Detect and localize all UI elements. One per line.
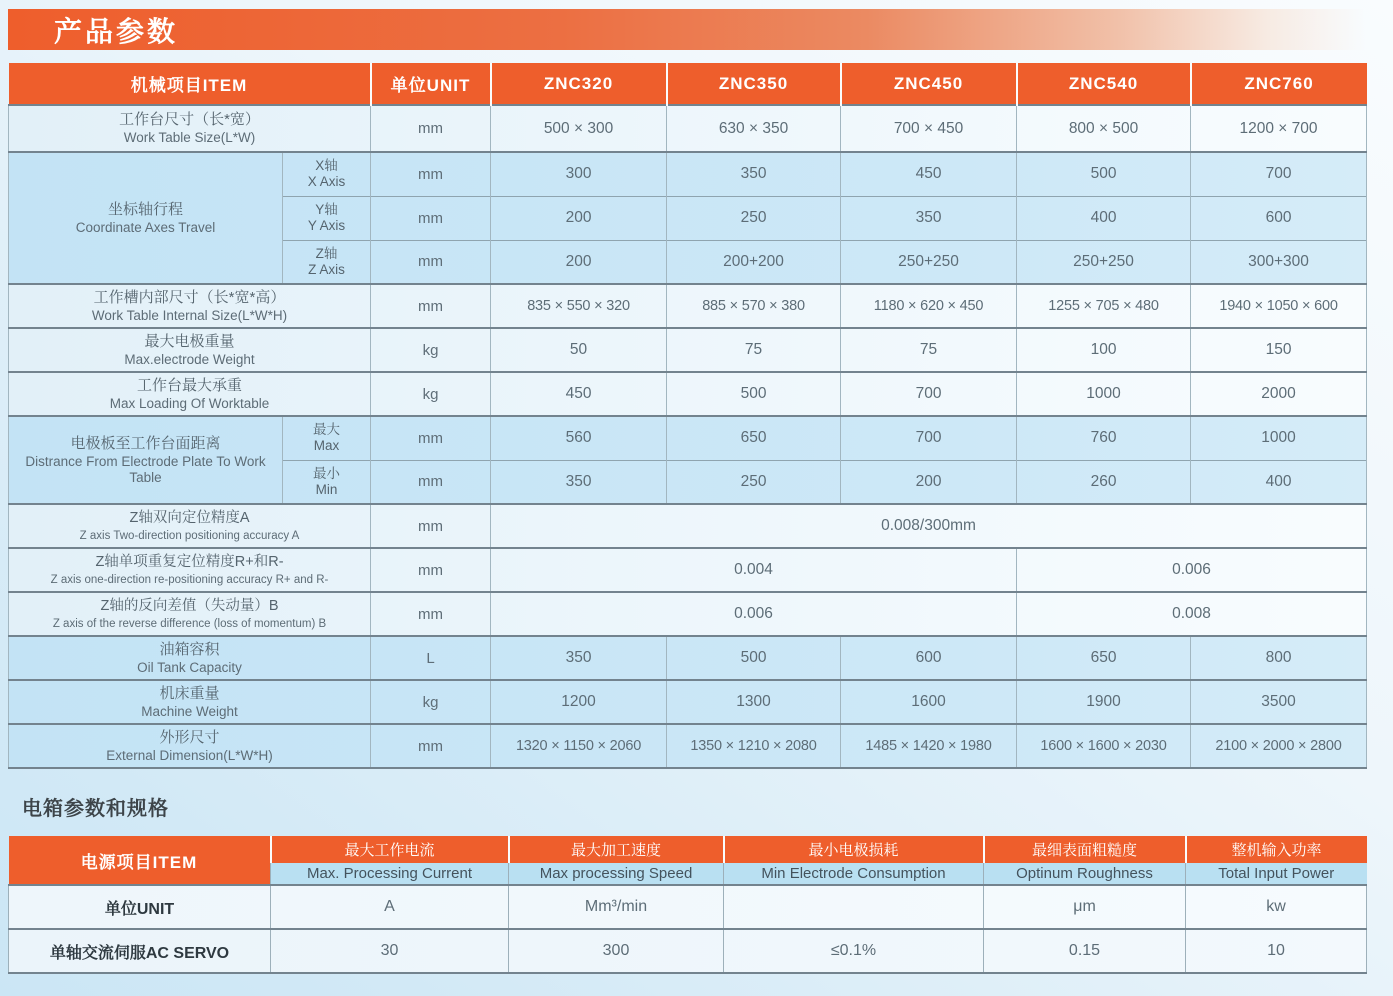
value-cell: 200 <box>491 196 667 240</box>
row-label: 单位UNIT <box>9 885 271 929</box>
value-cell: 1000 <box>1191 416 1367 460</box>
value-cell: 835 × 550 × 320 <box>491 284 667 328</box>
sub-row-label: 最小 Min <box>283 460 371 504</box>
value-cell: 2000 <box>1191 372 1367 416</box>
row-label: 机床重量 Machine Weight <box>9 680 371 724</box>
value-cell: 500 <box>667 636 841 680</box>
unit-cell: mm <box>371 504 491 548</box>
value-cell: 1000 <box>1017 372 1191 416</box>
value-cell: 760 <box>1017 416 1191 460</box>
merged-value-cell: 0.004 <box>491 548 1017 592</box>
row-label: 工作槽内部尺寸（长*宽*高） Work Table Internal Size(L*W*H) <box>9 284 371 328</box>
value-cell: 1600 <box>841 680 1017 724</box>
power-header-cn: 最细表面粗糙度 <box>984 836 1186 863</box>
value-cell: 75 <box>841 328 1017 372</box>
power-header-item: 电源项目ITEM <box>9 836 271 885</box>
value-cell: 1485 × 1420 × 1980 <box>841 724 1017 768</box>
power-header-row-cn <box>9 836 1367 863</box>
main-table-header-row <box>9 63 1367 105</box>
value-cell: 30 <box>271 929 509 973</box>
table-row <box>9 372 1367 416</box>
row-label: 坐标轴行程 Coordinate Axes Travel <box>9 152 283 284</box>
value-cell: 2100 × 2000 × 2800 <box>1191 724 1367 768</box>
value-cell: 350 <box>667 152 841 196</box>
value-cell: A <box>271 885 509 929</box>
page-title: 产品参数 <box>54 15 179 47</box>
unit-cell: mm <box>371 548 491 592</box>
power-header-en: Max processing Speed <box>509 863 724 885</box>
table-row <box>9 328 1367 372</box>
unit-cell: mm <box>371 416 491 460</box>
unit-cell: kg <box>371 328 491 372</box>
unit-cell: mm <box>371 152 491 196</box>
value-cell: 650 <box>667 416 841 460</box>
value-cell: 260 <box>1017 460 1191 504</box>
unit-cell: mm <box>371 240 491 284</box>
power-header-cn: 最大工作电流 <box>271 836 509 863</box>
table-row <box>9 592 1367 636</box>
value-cell: 200+200 <box>667 240 841 284</box>
value-cell: 800 × 500 <box>1017 105 1191 152</box>
value-cell: 885 × 570 × 380 <box>667 284 841 328</box>
table-row <box>9 105 1367 152</box>
unit-cell: L <box>371 636 491 680</box>
value-cell: 700 <box>841 416 1017 460</box>
value-cell: 0.15 <box>984 929 1186 973</box>
value-cell: 10 <box>1186 929 1367 973</box>
table-row <box>9 885 1367 929</box>
header-model-znc320: ZNC320 <box>491 63 667 105</box>
row-label: 最大电极重量 Max.electrode Weight <box>9 328 371 372</box>
value-cell: 250 <box>667 460 841 504</box>
sub-row-label: 最大 Max <box>283 416 371 460</box>
merged-value-cell: 0.006 <box>491 592 1017 636</box>
value-cell: 250+250 <box>1017 240 1191 284</box>
mechanical-parameters-table <box>8 63 1367 769</box>
value-cell: 500 × 300 <box>491 105 667 152</box>
table-row <box>9 680 1367 724</box>
value-cell: 1300 <box>667 680 841 724</box>
value-cell: 350 <box>491 460 667 504</box>
value-cell <box>724 885 984 929</box>
value-cell: Mm³/min <box>509 885 724 929</box>
value-cell: 650 <box>1017 636 1191 680</box>
unit-cell: kg <box>371 372 491 416</box>
merged-value-cell: 0.006 <box>1017 548 1367 592</box>
power-header-cn: 最大加工速度 <box>509 836 724 863</box>
row-label: 油箱容积 Oil Tank Capacity <box>9 636 371 680</box>
header-model-znc350: ZNC350 <box>667 63 841 105</box>
row-label: 外形尺寸 External Dimension(L*W*H) <box>9 724 371 768</box>
value-cell: μm <box>984 885 1186 929</box>
header-model-znc540: ZNC540 <box>1017 63 1191 105</box>
value-cell: 350 <box>841 196 1017 240</box>
power-header-en: Optinum Roughness <box>984 863 1186 885</box>
product-params-title-bar <box>8 9 1393 50</box>
sub-row-label: Y轴 Y Axis <box>283 196 371 240</box>
unit-cell: mm <box>371 105 491 152</box>
value-cell: 1350 × 1210 × 2080 <box>667 724 841 768</box>
value-cell: 450 <box>491 372 667 416</box>
table-row <box>9 504 1367 548</box>
value-cell: 100 <box>1017 328 1191 372</box>
header-model-znc450: ZNC450 <box>841 63 1017 105</box>
row-label: Z轴的反向差值（失动量）B Z axis of the reverse difference (loss of momentum) B <box>9 592 371 636</box>
table-row <box>9 724 1367 768</box>
value-cell: 250+250 <box>841 240 1017 284</box>
merged-value-cell: 0.008/300mm <box>491 504 1367 548</box>
table-row <box>9 636 1367 680</box>
value-cell: 350 <box>491 636 667 680</box>
row-label: 工作台尺寸（长*宽） Work Table Size(L*W) <box>9 105 371 152</box>
value-cell: 450 <box>841 152 1017 196</box>
value-cell: 3500 <box>1191 680 1367 724</box>
value-cell: 600 <box>841 636 1017 680</box>
value-cell: 630 × 350 <box>667 105 841 152</box>
header-item: 机械项目ITEM <box>9 63 371 105</box>
value-cell: 1255 × 705 × 480 <box>1017 284 1191 328</box>
value-cell: 200 <box>491 240 667 284</box>
electrical-section-title: 电箱参数和规格 <box>22 798 169 820</box>
header-model-znc760: ZNC760 <box>1191 63 1367 105</box>
power-header-cn: 最小电极损耗 <box>724 836 984 863</box>
unit-cell: mm <box>371 196 491 240</box>
value-cell: 600 <box>1191 196 1367 240</box>
power-parameters-table <box>8 836 1367 974</box>
value-cell: 500 <box>667 372 841 416</box>
table-row <box>9 416 1367 460</box>
value-cell: ≤0.1% <box>724 929 984 973</box>
unit-cell: mm <box>371 460 491 504</box>
unit-cell: mm <box>371 592 491 636</box>
merged-value-cell: 0.008 <box>1017 592 1367 636</box>
value-cell: 250 <box>667 196 841 240</box>
value-cell: kw <box>1186 885 1367 929</box>
sub-row-label: X轴 X Axis <box>283 152 371 196</box>
value-cell: 150 <box>1191 328 1367 372</box>
power-header-en: Total Input Power <box>1186 863 1367 885</box>
sub-row-label: Z轴 Z Axis <box>283 240 371 284</box>
value-cell: 50 <box>491 328 667 372</box>
value-cell: 500 <box>1017 152 1191 196</box>
value-cell: 1180 × 620 × 450 <box>841 284 1017 328</box>
value-cell: 1200 <box>491 680 667 724</box>
value-cell: 1600 × 1600 × 2030 <box>1017 724 1191 768</box>
unit-cell: kg <box>371 680 491 724</box>
power-header-cn: 整机输入功率 <box>1186 836 1367 863</box>
value-cell: 1900 <box>1017 680 1191 724</box>
unit-cell: mm <box>371 724 491 768</box>
power-header-en: Max. Processing Current <box>271 863 509 885</box>
value-cell: 560 <box>491 416 667 460</box>
value-cell: 400 <box>1017 196 1191 240</box>
value-cell: 1200 × 700 <box>1191 105 1367 152</box>
value-cell: 200 <box>841 460 1017 504</box>
table-row <box>9 284 1367 328</box>
table-row <box>9 152 1367 196</box>
row-label: Z轴双向定位精度A Z axis Two-direction positioning accuracy A <box>9 504 371 548</box>
value-cell: 1940 × 1050 × 600 <box>1191 284 1367 328</box>
value-cell: 1320 × 1150 × 2060 <box>491 724 667 768</box>
value-cell: 300+300 <box>1191 240 1367 284</box>
power-header-en: Min Electrode Consumption <box>724 863 984 885</box>
value-cell: 75 <box>667 328 841 372</box>
row-label: 单轴交流伺服AC SERVO <box>9 929 271 973</box>
table-row <box>9 929 1367 973</box>
value-cell: 700 × 450 <box>841 105 1017 152</box>
value-cell: 700 <box>1191 152 1367 196</box>
value-cell: 800 <box>1191 636 1367 680</box>
unit-cell: mm <box>371 284 491 328</box>
row-label: 工作台最大承重 Max Loading Of Worktable <box>9 372 371 416</box>
value-cell: 700 <box>841 372 1017 416</box>
value-cell: 300 <box>509 929 724 973</box>
row-label: Z轴单项重复定位精度R+和R- Z axis one-direction re-positioning accuracy R+ and R- <box>9 548 371 592</box>
value-cell: 300 <box>491 152 667 196</box>
header-unit: 单位UNIT <box>371 63 491 105</box>
table-row <box>9 548 1367 592</box>
value-cell: 400 <box>1191 460 1367 504</box>
row-label: 电极板至工作台面距离 Distrance From Electrode Plate To Work Table <box>9 416 283 504</box>
